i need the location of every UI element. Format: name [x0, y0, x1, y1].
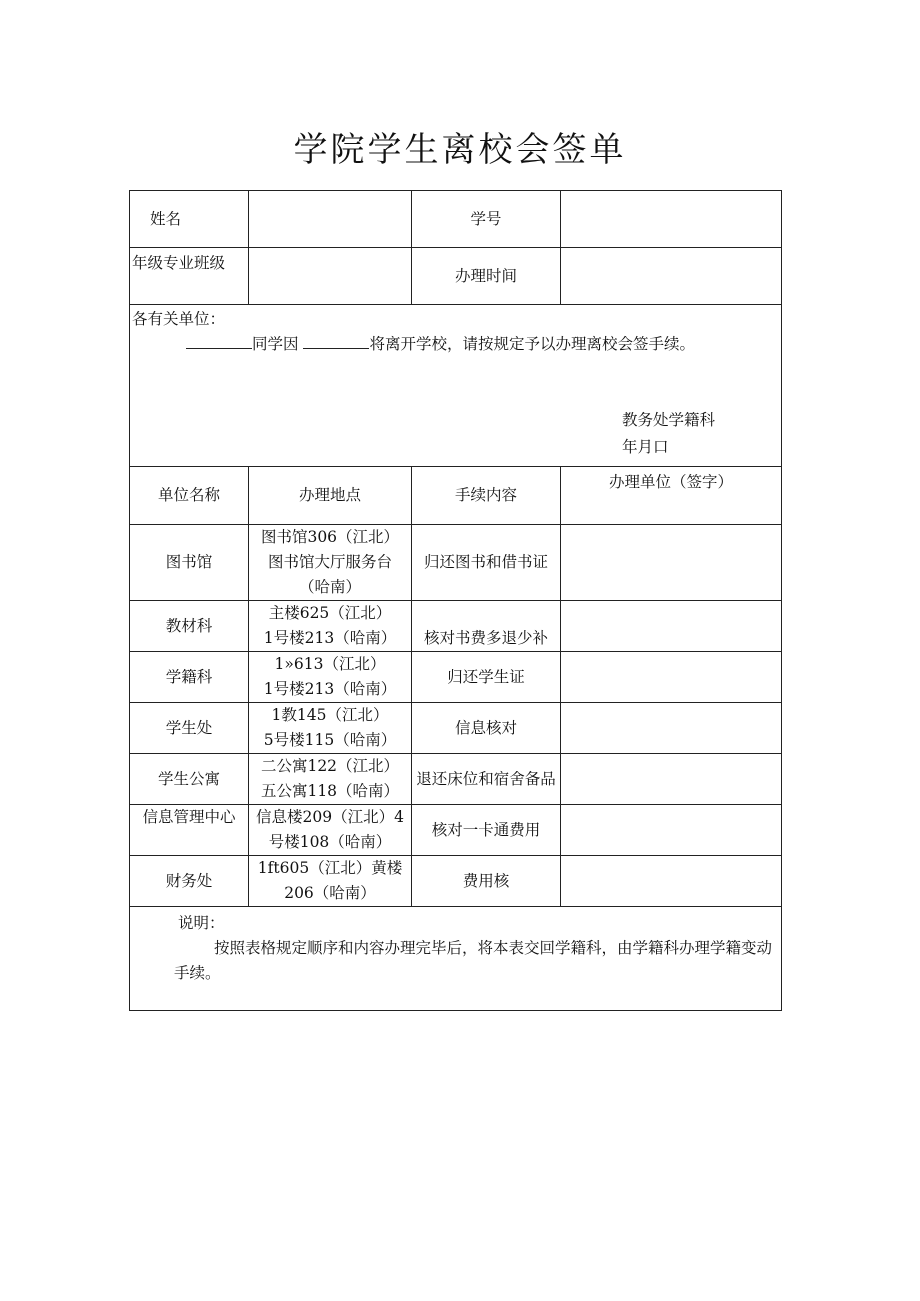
- location-line: 1»613（江北）: [274, 655, 386, 673]
- location-line: （哈南）: [298, 578, 361, 596]
- unit-task: 信息核对: [412, 703, 561, 754]
- note-cell: [130, 907, 782, 1011]
- location-line: 信息楼209（江北）4: [256, 808, 404, 826]
- table-row: [130, 652, 782, 703]
- unit-task: 归还图书和借书证: [412, 525, 561, 601]
- unit-task: 费用核: [412, 856, 561, 907]
- date-field[interactable]: [561, 248, 782, 305]
- table-row: [130, 601, 782, 652]
- notice-signature: [622, 407, 779, 461]
- notice-text-part1: 同学因: [252, 335, 299, 353]
- reason-blank[interactable]: [303, 334, 369, 349]
- col-sign-header: 办理单位（签字）: [561, 467, 782, 525]
- unit-task: 核对一卡通费用: [412, 805, 561, 856]
- unit-location: [249, 652, 412, 703]
- sign-field[interactable]: [561, 856, 782, 907]
- sign-field[interactable]: [561, 805, 782, 856]
- unit-name: 学生公寓: [130, 754, 249, 805]
- table-row: [130, 754, 782, 805]
- unit-name: 学生处: [130, 703, 249, 754]
- note-row: [130, 907, 782, 1011]
- notice-text-line: [132, 332, 779, 357]
- location-line: 5号楼115（哈南）: [263, 731, 397, 749]
- notice-issuer: 教务处学籍科: [622, 411, 716, 429]
- unit-task: 核对书费多退少补: [412, 601, 561, 652]
- location-line: 图书馆306（江北）: [260, 528, 400, 546]
- unit-location: [249, 601, 412, 652]
- unit-location: [249, 805, 412, 856]
- class-label: 年级专业班级: [130, 248, 249, 305]
- location-line: 1ft605（江北）黄楼: [257, 859, 403, 877]
- table-row: [130, 525, 782, 601]
- location-line: 1号楼213（哈南）: [263, 629, 397, 647]
- unit-name: 信息管理中心: [130, 805, 249, 856]
- col-task-header: 手续内容: [412, 467, 561, 525]
- clearance-form-table: [129, 190, 782, 1011]
- unit-name: 教材科: [130, 601, 249, 652]
- notice-salutation: 各有关单位：: [132, 310, 226, 328]
- student-id-label: 学号: [412, 191, 561, 248]
- col-location-header: 办理地点: [249, 467, 412, 525]
- sign-field[interactable]: [561, 601, 782, 652]
- unit-task: 退还床位和宿舍备品: [412, 754, 561, 805]
- notice-row: [130, 305, 782, 467]
- unit-location: [249, 754, 412, 805]
- page-title: 学院学生离校会签单: [293, 130, 627, 170]
- sign-field[interactable]: [561, 703, 782, 754]
- date-label: 办理时间: [412, 248, 561, 305]
- header-row-2: [130, 248, 782, 305]
- location-line: 主楼625（江北）: [268, 604, 392, 622]
- unit-location: [249, 525, 412, 601]
- location-line: 图书馆大厅服务台: [267, 553, 392, 571]
- unit-location: [249, 703, 412, 754]
- unit-task: 归还学生证: [412, 652, 561, 703]
- notice-cell: [130, 305, 782, 467]
- location-line: 号楼108（哈南）: [268, 833, 392, 851]
- table-row: [130, 856, 782, 907]
- name-label: 姓名: [130, 191, 249, 248]
- table-row: [130, 805, 782, 856]
- sign-field[interactable]: [561, 525, 782, 601]
- location-line: 1号楼213（哈南）: [263, 680, 397, 698]
- location-line: 1教145（江北）: [271, 706, 389, 724]
- unit-name: 财务处: [130, 856, 249, 907]
- location-line: 二公寓122（江北）: [260, 757, 400, 775]
- sign-field[interactable]: [561, 652, 782, 703]
- student-name-blank[interactable]: [186, 334, 252, 349]
- notice-text-part2: 将离开学校，请按规定予以办理离校会签手续。: [369, 335, 695, 353]
- note-label: 说明：: [178, 914, 225, 932]
- location-line: 206（哈南）: [284, 884, 376, 902]
- name-field[interactable]: [249, 191, 412, 248]
- table-row: [130, 703, 782, 754]
- sign-field[interactable]: [561, 754, 782, 805]
- header-row-1: [130, 191, 782, 248]
- notice-date: 年月口: [622, 438, 669, 456]
- location-line: 五公寓118（哈南）: [260, 782, 400, 800]
- col-unit-header: 单位名称: [130, 467, 249, 525]
- unit-name: 图书馆: [130, 525, 249, 601]
- column-header-row: [130, 467, 782, 525]
- class-field[interactable]: [249, 248, 412, 305]
- unit-name: 学籍科: [130, 652, 249, 703]
- note-text: 按照表格规定顺序和内容办理完毕后，将本表交回学籍科，由学籍科办理学籍变动手续。: [174, 939, 773, 982]
- student-id-field[interactable]: [561, 191, 782, 248]
- unit-location: [249, 856, 412, 907]
